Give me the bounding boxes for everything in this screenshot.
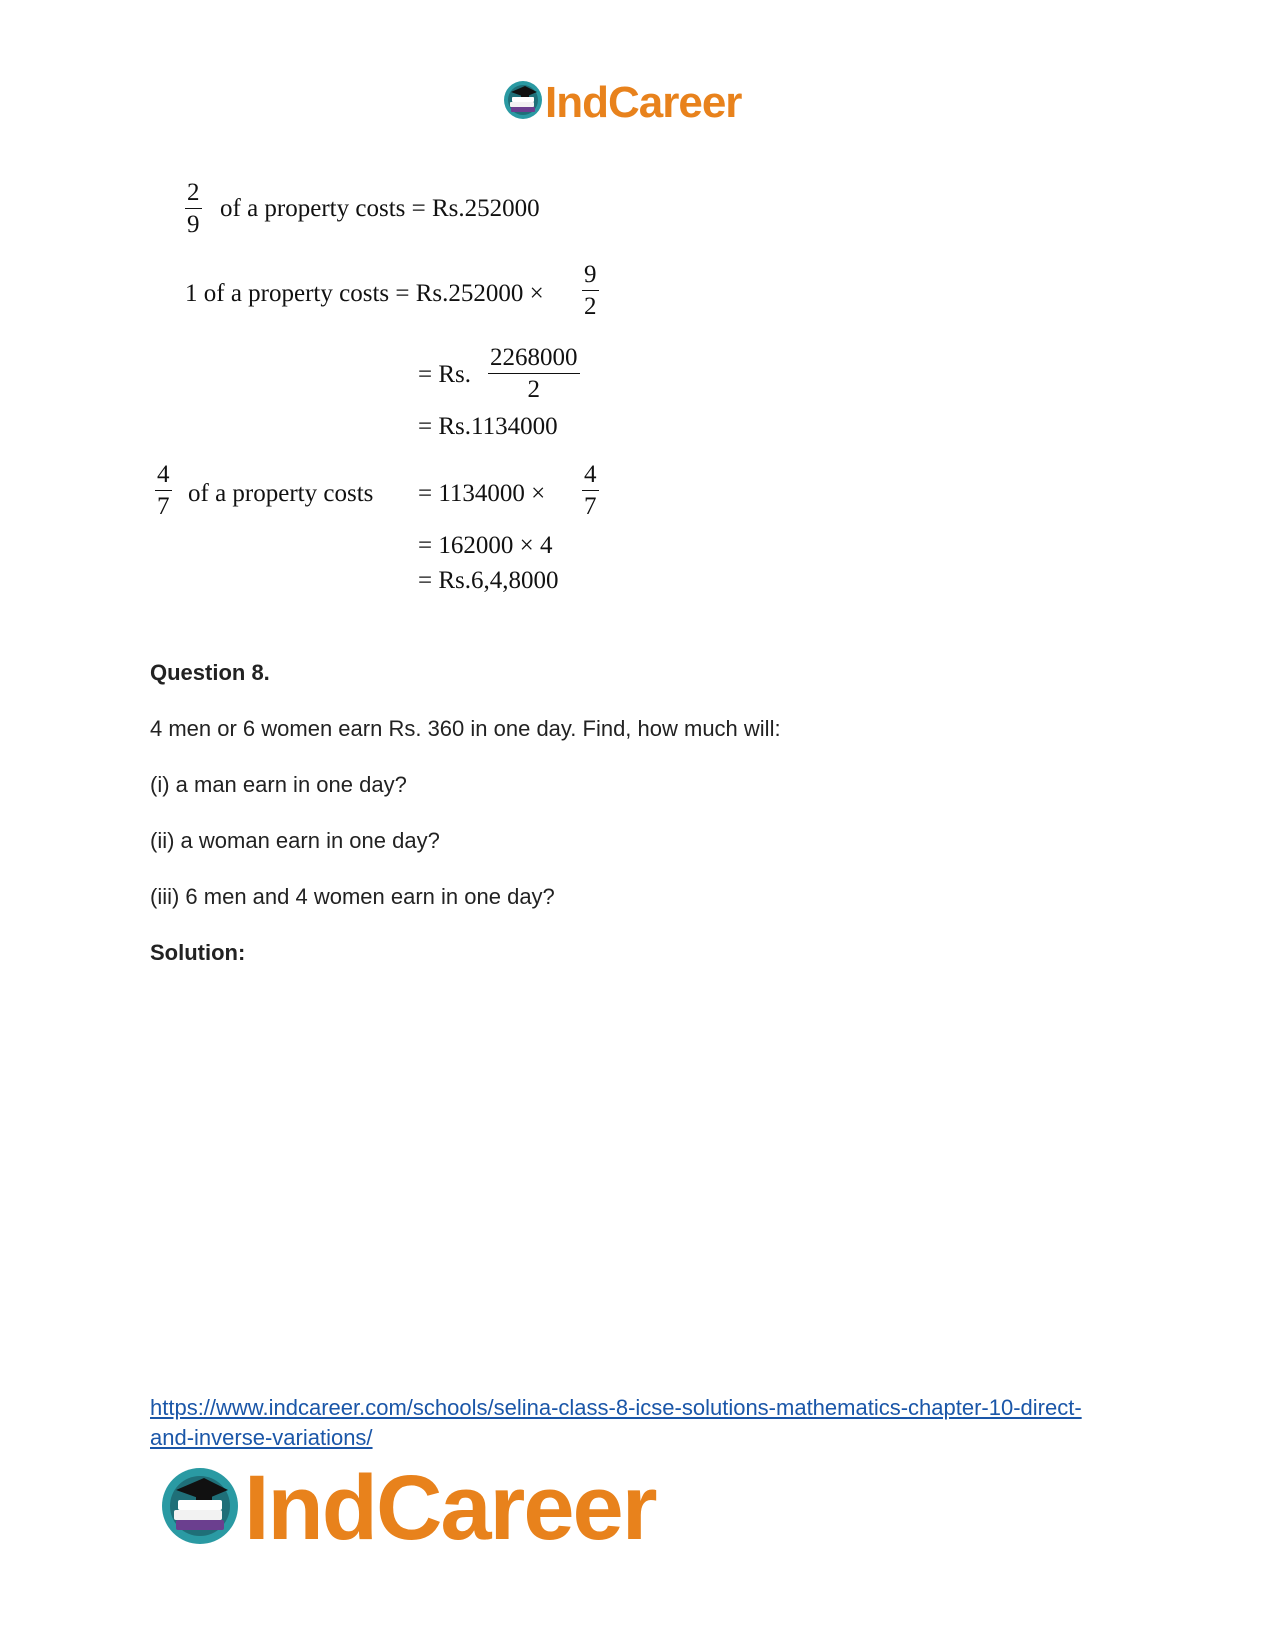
math-working bbox=[150, 180, 670, 620]
question-title: Question 8. bbox=[150, 660, 270, 685]
fraction-4-7-right: $\frac{4}{7}$ bbox=[584, 461, 597, 520]
question-statement: 4 men or 6 women earn Rs. 360 in one day. Find, how much will: bbox=[150, 716, 781, 741]
fraction-4-7-left: $\frac{4}{7}$ bbox=[157, 461, 170, 520]
fraction-9-2: $\frac{9}{2}$ bbox=[584, 261, 597, 320]
fraction-2268000-2: $\frac{2268000}{2}$ bbox=[490, 344, 578, 403]
question-part-ii: (ii) a woman earn in one day? bbox=[150, 828, 440, 853]
math-row-3: = Rs. bbox=[418, 361, 472, 388]
graduation-cap-books-icon bbox=[503, 80, 543, 125]
brand-name: IndCareer bbox=[244, 1457, 656, 1559]
math-row-5-right: = 1134000 × bbox=[418, 480, 546, 507]
header-logo bbox=[503, 77, 742, 127]
graduation-cap-books-icon bbox=[160, 1466, 240, 1551]
footer-logo bbox=[160, 1457, 656, 1559]
math-row-4: = Rs.1134000 bbox=[418, 413, 558, 440]
source-link[interactable]: https://www.indcareer.com/schools/selina-class-8-icse-solutions-mathematics-chapter-10-direct- and-inverse-variations/ bbox=[150, 1395, 1082, 1450]
math-row-7: = Rs.6,4,8000 bbox=[418, 567, 559, 594]
math-row-6: = 162000 × 4 bbox=[418, 532, 553, 559]
fraction-2-9: $\frac{2}{9}$ bbox=[187, 179, 200, 238]
brand-name: IndCareer bbox=[545, 77, 742, 127]
math-row-1: of a property costs = Rs.252000 bbox=[220, 195, 540, 222]
solution-label: Solution: bbox=[150, 940, 246, 965]
question-part-i: (i) a man earn in one day? bbox=[150, 772, 407, 797]
math-row-2: 1 of a property costs = Rs.252000 × bbox=[185, 280, 544, 307]
question-part-iii: (iii) 6 men and 4 women earn in one day? bbox=[150, 884, 555, 909]
math-row-5-left: of a property costs bbox=[188, 480, 374, 507]
